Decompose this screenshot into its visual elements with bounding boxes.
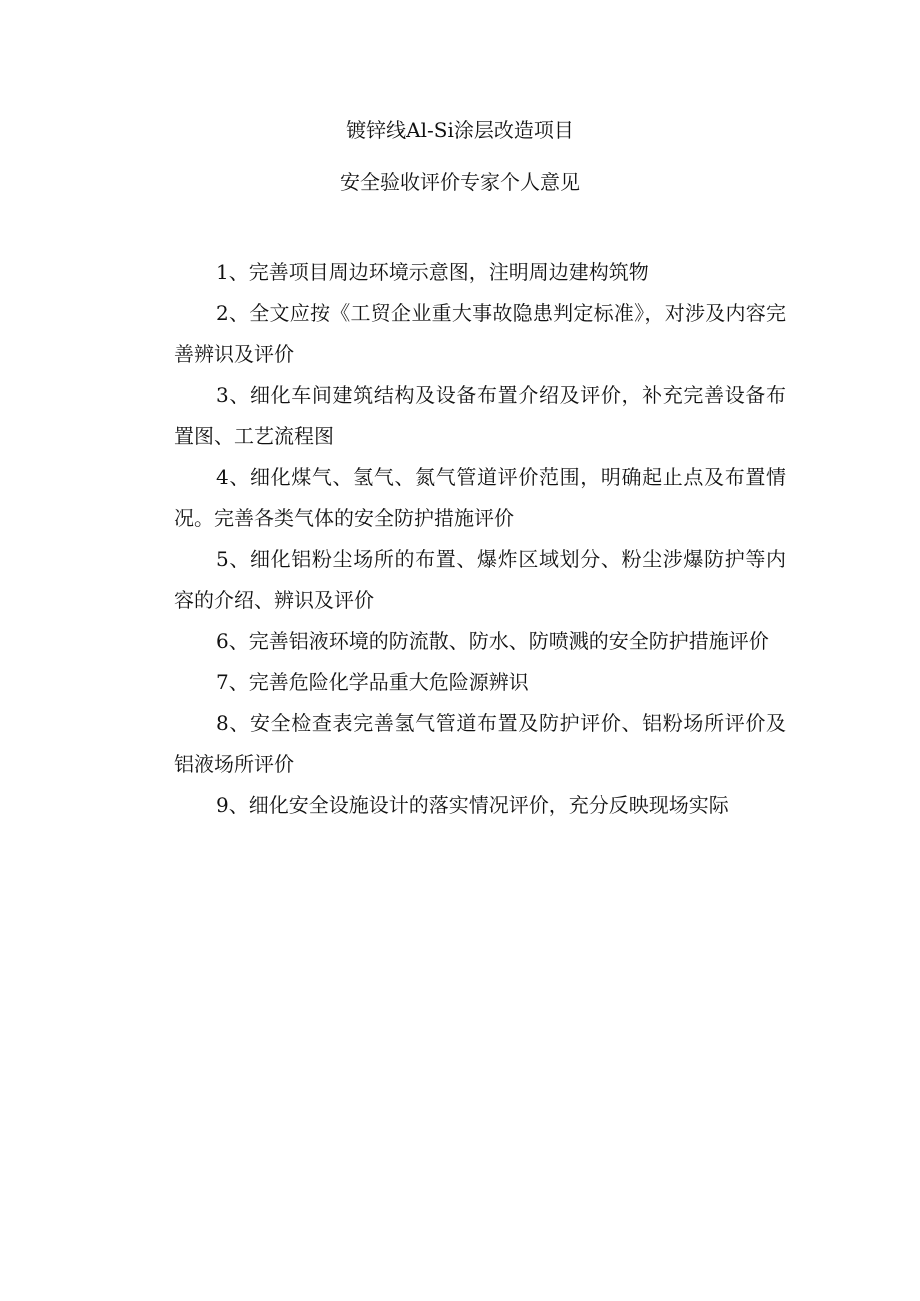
document-subtitle: 安全验收评价专家个人意见 [340, 170, 580, 194]
opinion-item-3: 3、细化车间建筑结构及设备布置介绍及评价，补充完善设备布置图、工艺流程图 [174, 383, 786, 448]
opinion-item-1: 1、完善项目周边环境示意图，注明周边建构筑物 [216, 260, 649, 284]
opinion-item-8: 8、安全检查表完善氢气管道布置及防护评价、铝粉场所评价及铝液场所评价 [174, 711, 786, 776]
opinion-item-6: 6、完善铝液环境的防流散、防水、防喷溅的安全防护措施评价 [216, 629, 769, 653]
opinion-item-2: 2、全文应按《工贸企业重大事故隐患判定标准》，对涉及内容完善辨识及评价 [174, 301, 786, 366]
opinion-item-5: 5、细化铝粉尘场所的布置、爆炸区域划分、粉尘涉爆防护等内容的介绍、辨识及评价 [174, 547, 786, 612]
opinion-item-9: 9、细化安全设施设计的落实情况评价，充分反映现场实际 [216, 793, 729, 817]
opinion-item-4: 4、细化煤气、氢气、氮气管道评价范围，明确起止点及布置情况。完善各类气体的安全防护措施评价 [174, 465, 786, 530]
document-title: 镀锌线Al-Si涂层改造项目 [346, 118, 574, 142]
opinion-list [174, 252, 786, 826]
opinion-item-7: 7、完善危险化学品重大危险源辨识 [216, 670, 529, 694]
